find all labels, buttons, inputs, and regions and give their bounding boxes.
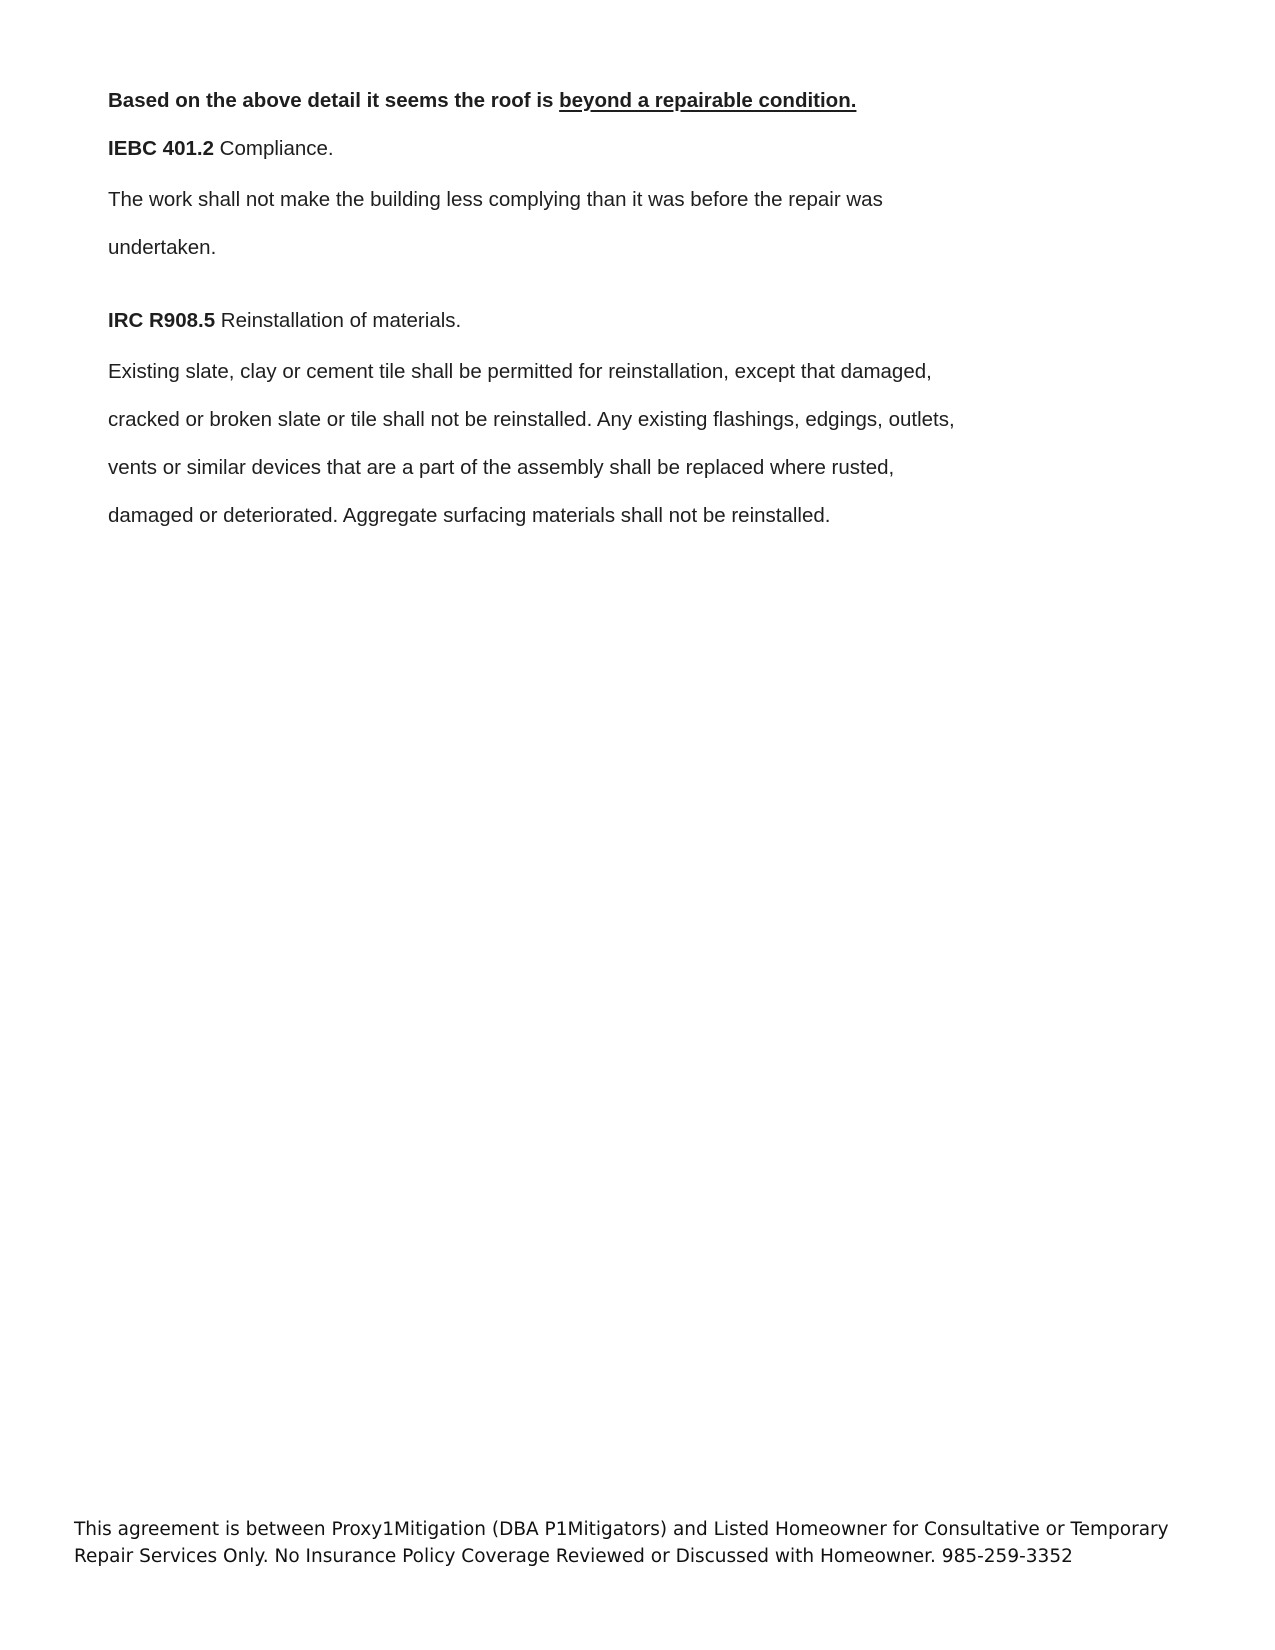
code-reference: IEBC 401.2 [108,137,214,160]
section-text-line: The work shall not make the building less complying than it was before the repair was [108,188,883,211]
code-section-irc [108,306,1068,540]
footer-line: This agreement is between Proxy1Mitigation (DBA P1Mitigators) and Listed Homeowner for Consultative or Temporary [74,1519,1169,1540]
document-body [108,86,1068,540]
section-title [108,306,1068,336]
conclusion-heading [108,86,1068,116]
conclusion-prefix: Based on the above detail it seems the roof is [108,89,560,112]
code-section-iebc [108,134,1068,272]
section-text-line: undertaken. [108,236,217,259]
code-title-text: Compliance. [213,137,334,160]
section-title [108,134,1068,164]
code-reference: IRC R908.5 [108,309,216,332]
section-text-line: Existing slate, clay or cement tile shall be permitted for reinstallation, except that damaged, [108,360,932,383]
section-spacer [108,272,1068,306]
section-text-line: vents or similar devices that are a part of the assembly shall be replaced where rusted, [108,456,895,479]
conclusion-emphasis: beyond a repairable condition. [559,89,857,112]
page-footer [74,1516,1214,1570]
section-text-line: cracked or broken slate or tile shall not be reinstalled. Any existing flashings, edgings, outlets, [108,408,955,431]
code-title-text: Reinstallation of materials. [215,309,462,332]
footer-line: Repair Services Only. No Insurance Policy Coverage Reviewed or Discussed with Homeowner. 985-259-3352 [74,1546,1073,1567]
section-text-line: damaged or deteriorated. Aggregate surfacing materials shall not be reinstalled. [108,504,831,527]
